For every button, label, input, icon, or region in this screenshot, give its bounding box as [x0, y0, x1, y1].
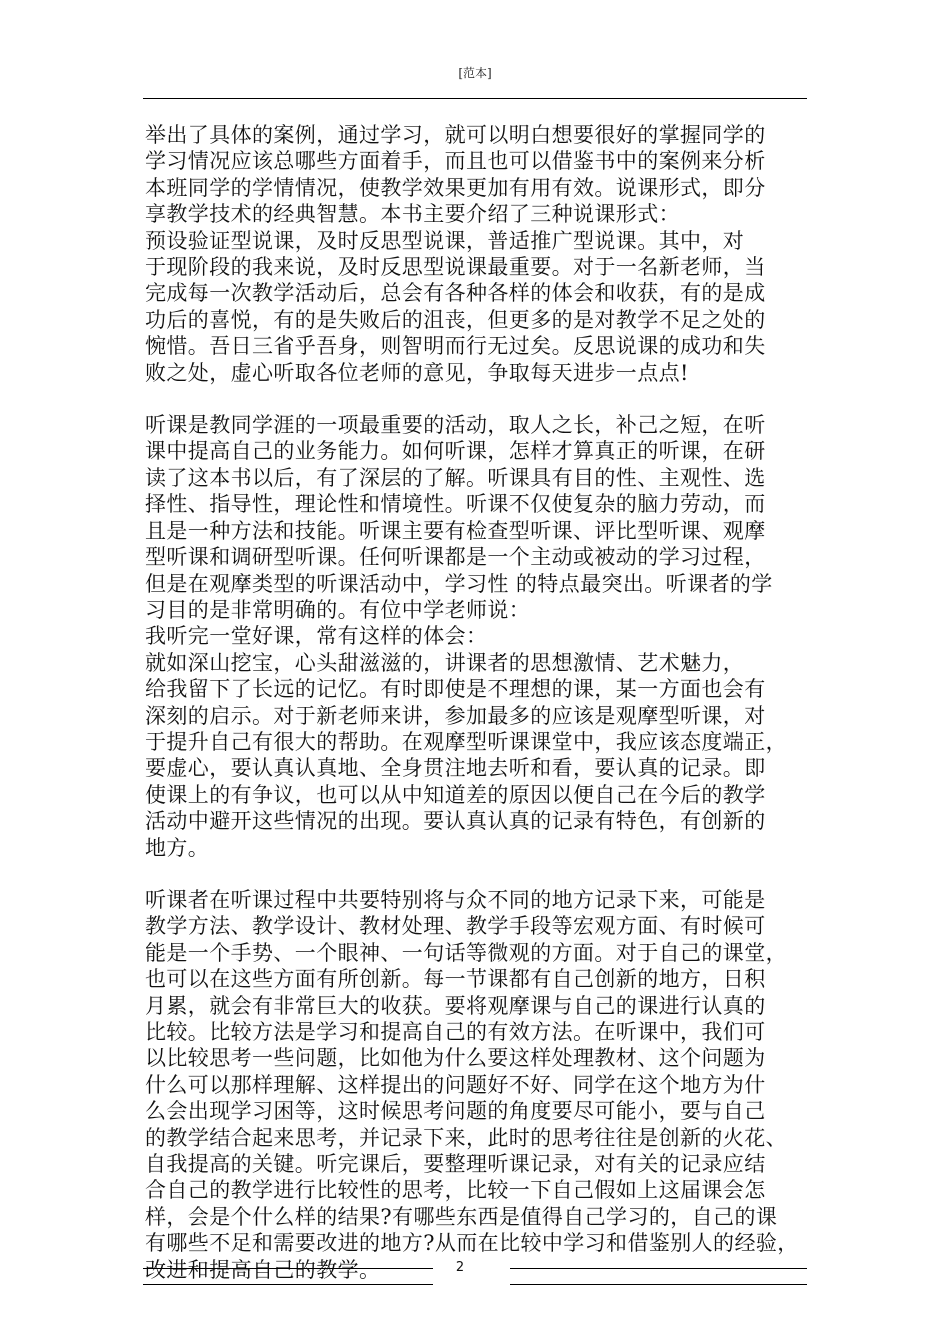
- header-divider: [143, 98, 807, 99]
- footer-rule-right-bottom: [510, 1284, 807, 1285]
- page-number: 2: [455, 1260, 465, 1275]
- paragraph-spacer: [145, 386, 810, 412]
- footer-rule-right-top: [510, 1268, 807, 1269]
- footer-rule-left-bottom: [143, 1284, 433, 1285]
- document-body: [145, 122, 810, 1283]
- footer-rule-left-top: [143, 1268, 433, 1269]
- paragraph-3: 听课是教同学涯的一项最重要的活动，取人之长，补己之短，在听 课中提高自己的业务能力。如何听课，怎样才算真正的听课，在研 读了这本书以后，有了深层的了解。听课具有目的性、主观性、选 择性、指导性，理论性和情境性。听课不仅使复杂的脑力劳动，而 且是一种方法和技能。听课主要有检查型听课、评比型听课、观摩 型听课和调研型听课。任何听课都是一个主动或被动的学习过程， 但是在观摩类型的听课活动中，学习性 的特点最突出。听课者的学 习目的是非常明确的。有位中学老师说：: [145, 413, 773, 622]
- paragraph-4: 我听完一堂好课，常有这样的体会：: [145, 624, 488, 649]
- paragraph-2: 预设验证型说课，及时反思型说课，普适推广型说课。其中，对 于现阶段的我来说，及时反思型说课最重要。对于一名新老师，当 完成每一次教学活动后，总会有各种各样的体会和收获，有的是成 功后的喜悦，有的是失败后的沮丧，但更多的是对教学不足之处的 惋惜。吾日三省乎吾身，则智明而行无过矣。反思说课的成功和失 败之处，虚心听取各位老师的意见，争取每天进步一点点!: [145, 228, 766, 385]
- paragraph-6: 听课者在听课过程中共要特别将与众不同的地方记录下来，可能是 教学方法、教学设计、教材处理、教学手段等宏观方面、有时候可 能是一个手势、一个眼神、一句话等微观的方面。对于自己的课堂， 也可以在这些方面有所创新。每一节课都有自己创新的地方，日积 月累，就会有非常巨大的收获。要将观摩课与自己的课进行认真的 比较。比较方法是学习和提高自己的有效方法。在听课中，我们可 以比较思考一些问题，比如他为什么要这样处理教材、这个问题为 什么可以那样理解、这样提出的问题好不好、同学在这个地方为什 么会出现学习困等，这时候思考问题的角度要尽可能小，要与自己 的教学结合起来思考，并记录下来，此时的思考往往是创新的火花、 自我提高的关键。听完课后，要整理听课记录，对有关的记录应结 合自己的教学进行比较性的思考，比较一下自己假如上这届课会怎 样，会是个什么样的结果?有哪些东西是值得自己学习的，自己的课 有哪些不足和需要改进的地方?从而在比较中学习和借鉴别人的经验， 改进和提高自己的教学。: [145, 887, 799, 1282]
- paragraph-1: 举出了具体的案例，通过学习，就可以明白想要很好的掌握同学的 学习情况应该总哪些方面着手，而且也可以借鉴书中的案例来分析 本班同学的学情情况，使教学效果更加有用有效。说课形式，即分 享教学技术的经典智慧。本书主要介绍了三种说课形式：: [145, 123, 766, 227]
- paragraph-5: 就如深山挖宝，心头甜滋滋的，讲课者的思想激情、艺术魅力， 给我留下了长远的记忆。有时即使是不理想的课，某一方面也会有 深刻的启示。对于新老师来讲，参加最多的应该是观摩型听课，对 于提升自己有很大的帮助。在观摩型听课课堂中，我应该态度端正， 要虚心，要认真认真地、全身贯注地去听和看，要认真的记录。即 使课上的有争议，也可以从中知道差的原因以便自己在今后的教学 活动中避开这些情况的出现。要认真认真的记录有特色，有创新的 地方。: [145, 650, 787, 860]
- paragraph-spacer: [145, 861, 810, 887]
- page-header-label: [范本]: [458, 66, 492, 80]
